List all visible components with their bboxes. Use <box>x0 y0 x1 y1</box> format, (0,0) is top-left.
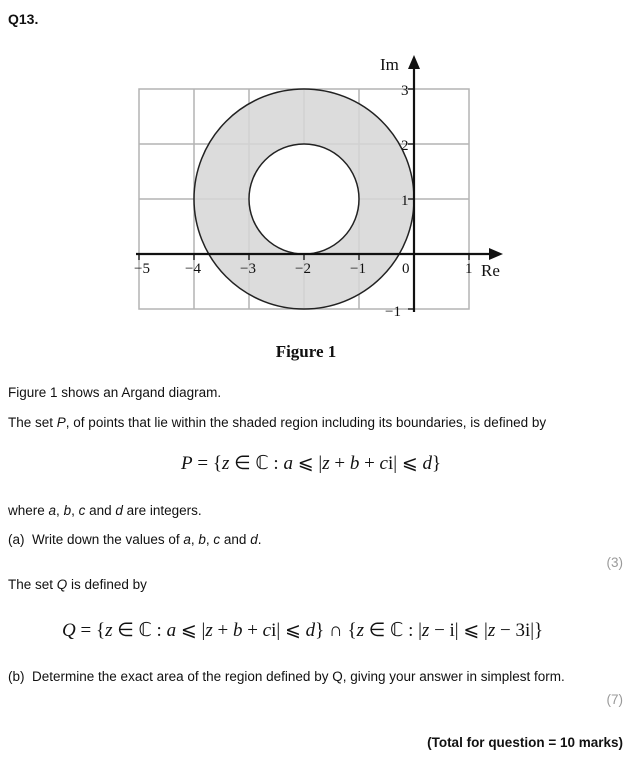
y-tick-label: 1 <box>401 193 409 209</box>
set-q-definition: Q = {z ∈ ℂ : a ⩽ |z + b + ci| ⩽ d} ∩ {z ∈ ℂ : |z − i| ⩽ |z − 3i|} <box>62 620 544 641</box>
set-p-description: The set P, of points that lie within the shaded region including its boundaries, is defined by <box>8 415 547 430</box>
y-tick-label: −1 <box>385 304 401 320</box>
figure-caption: Figure 1 <box>275 342 337 361</box>
x-tick-label: −4 <box>185 261 201 277</box>
question-number: Q13. <box>8 11 39 27</box>
imag-axis-label: Im <box>380 55 399 74</box>
total-marks: (Total for question = 10 marks) <box>427 735 623 750</box>
argand-diagram <box>0 0 640 340</box>
where-text: where a, b, c and d are integers. <box>8 503 202 518</box>
y-tick-label: 3 <box>401 83 409 99</box>
real-axis-label: Re <box>481 261 500 280</box>
y-tick-label: 2 <box>401 138 409 154</box>
part-b-marks: (7) <box>606 692 623 707</box>
x-tick-label: −2 <box>295 261 311 277</box>
inner-circle <box>249 144 359 254</box>
x-tick-label: −1 <box>350 261 366 277</box>
x-tick-label: 0 <box>402 261 410 277</box>
imag-axis-arrow-icon <box>408 55 420 69</box>
x-tick-label: −3 <box>240 261 256 277</box>
part-a-question: (a) Write down the values of a, b, c and d. <box>8 532 262 547</box>
real-axis-arrow-icon <box>489 248 503 260</box>
part-a-label: (a) <box>8 532 25 547</box>
part-b-label: (b) <box>8 669 25 684</box>
set-q-description: The set Q is defined by <box>8 577 147 592</box>
intro-text: Figure 1 shows an Argand diagram. <box>8 385 222 400</box>
part-a-marks: (3) <box>606 555 623 570</box>
x-tick-label: −5 <box>134 261 150 277</box>
part-b-question: (b) Determine the exact area of the region defined by Q, giving your answer in simplest form. <box>8 669 565 684</box>
x-tick-label: 1 <box>465 261 473 277</box>
set-p-definition: P = {z ∈ ℂ : a ⩽ |z + b + ci| ⩽ d} <box>181 453 442 474</box>
